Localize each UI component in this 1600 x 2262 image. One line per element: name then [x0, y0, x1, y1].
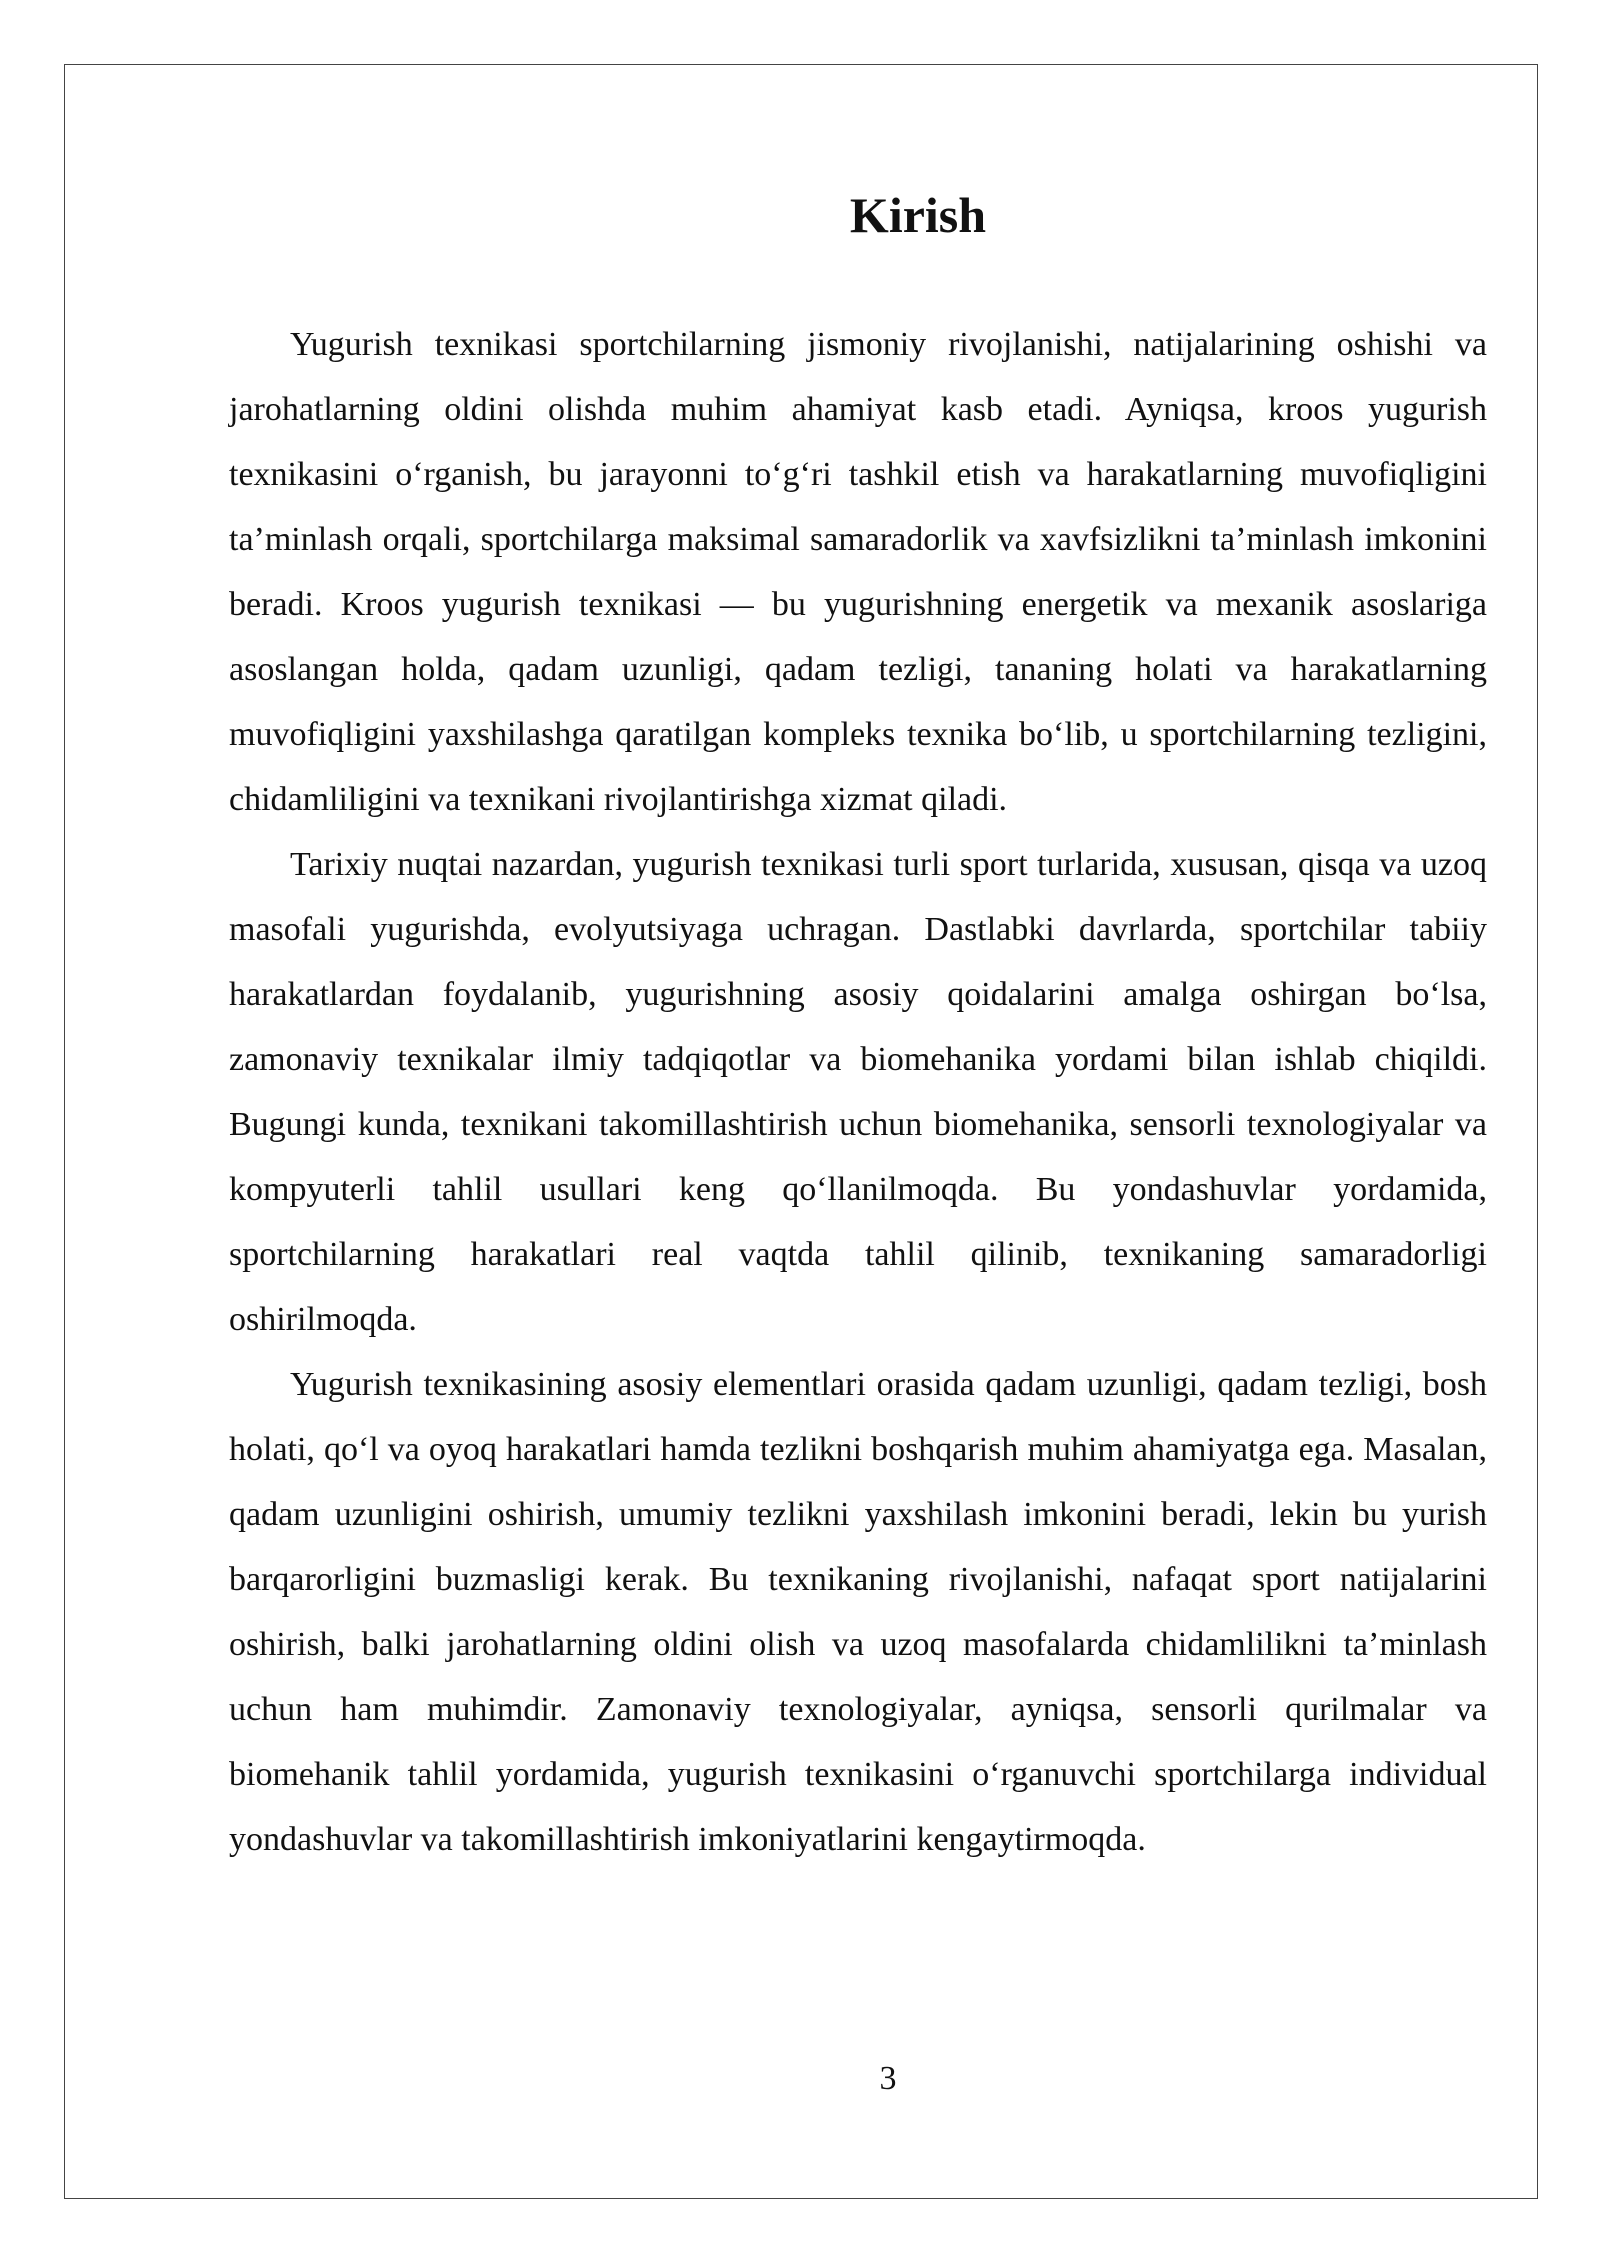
- paragraph-1: Yugurish texnikasi sportchilarning jismoniy rivojlanishi, natijalarining oshishi va jarohatlarning oldini olishda muhim ahamiyat kasb etadi. Ayniqsa, kroos yugurish texnikasini o‘rganish, bu jarayonni to‘g‘ri tashkil etish va harakatlarning muvofiqligini ta’minlash orqali, sportchilarga maksimal samaradorlik va xavfsizlikni ta’minlash imkonini beradi. Kroos yugurish texnikasi — bu yugurishning energetik va mexanik asoslariga asoslangan holda, qadam uzunligi, qadam tezligi, tananing holati va harakatlarning muvofiqligini yaxshilashga qaratilgan kompleks texnika bo‘lib, u sportchilarning tezligini, chidamliligini va texnikani rivojlantirishga xizmat qiladi.: [229, 326, 1487, 818]
- page-title: Kirish: [849, 187, 987, 243]
- page-number: 3: [879, 2060, 897, 2097]
- paragraph-2: Tarixiy nuqtai nazardan, yugurish texnikasi turli sport turlarida, xususan, qisqa va uzoq masofali yugurishda, evolyutsiyaga uchragan. Dastlabki davrlarda, sportchilar tabiiy harakatlardan foydalanib, yugurishning asosiy qoidalarini amalga oshirgan bo‘lsa, zamonaviy texnikalar ilmiy tadqiqotlar va biomehanika yordami bilan ishlab chiqildi. Bugungi kunda, texnikani takomillashtirish uchun biomehanika, sensorli texnologiyalar va kompyuterli tahlil usullari keng qo‘llanilmoqda. Bu yondashuvlar yordamida, sportchilarning harakatlari real vaqtda tahlil qilinib, texnikaning samaradorligi oshirilmoqda.: [229, 846, 1487, 1338]
- page-content: [229, 187, 1487, 1872]
- paragraph-3: Yugurish texnikasining asosiy elementlari orasida qadam uzunligi, qadam tezligi, bosh holati, qo‘l va oyoq harakatlari hamda tezlikni boshqarish muhim ahamiyatga ega. Masalan, qadam uzunligini oshirish, umumiy tezlikni yaxshilash imkonini beradi, lekin bu yurish barqarorligini buzmasligi kerak. Bu texnikaning rivojlanishi, nafaqat sport natijalarini oshirish, balki jarohatlarning oldini olish va uzoq masofalarda chidamlilikni ta’minlash uchun ham muhimdir. Zamonaviy texnologiyalar, ayniqsa, sensorli qurilmalar va biomehanik tahlil yordamida, yugurish texnikasini o‘rganuvchi sportchilarga individual yondashuvlar va takomillashtirish imkoniyatlarini kengaytirmoqda.: [229, 1366, 1487, 1858]
